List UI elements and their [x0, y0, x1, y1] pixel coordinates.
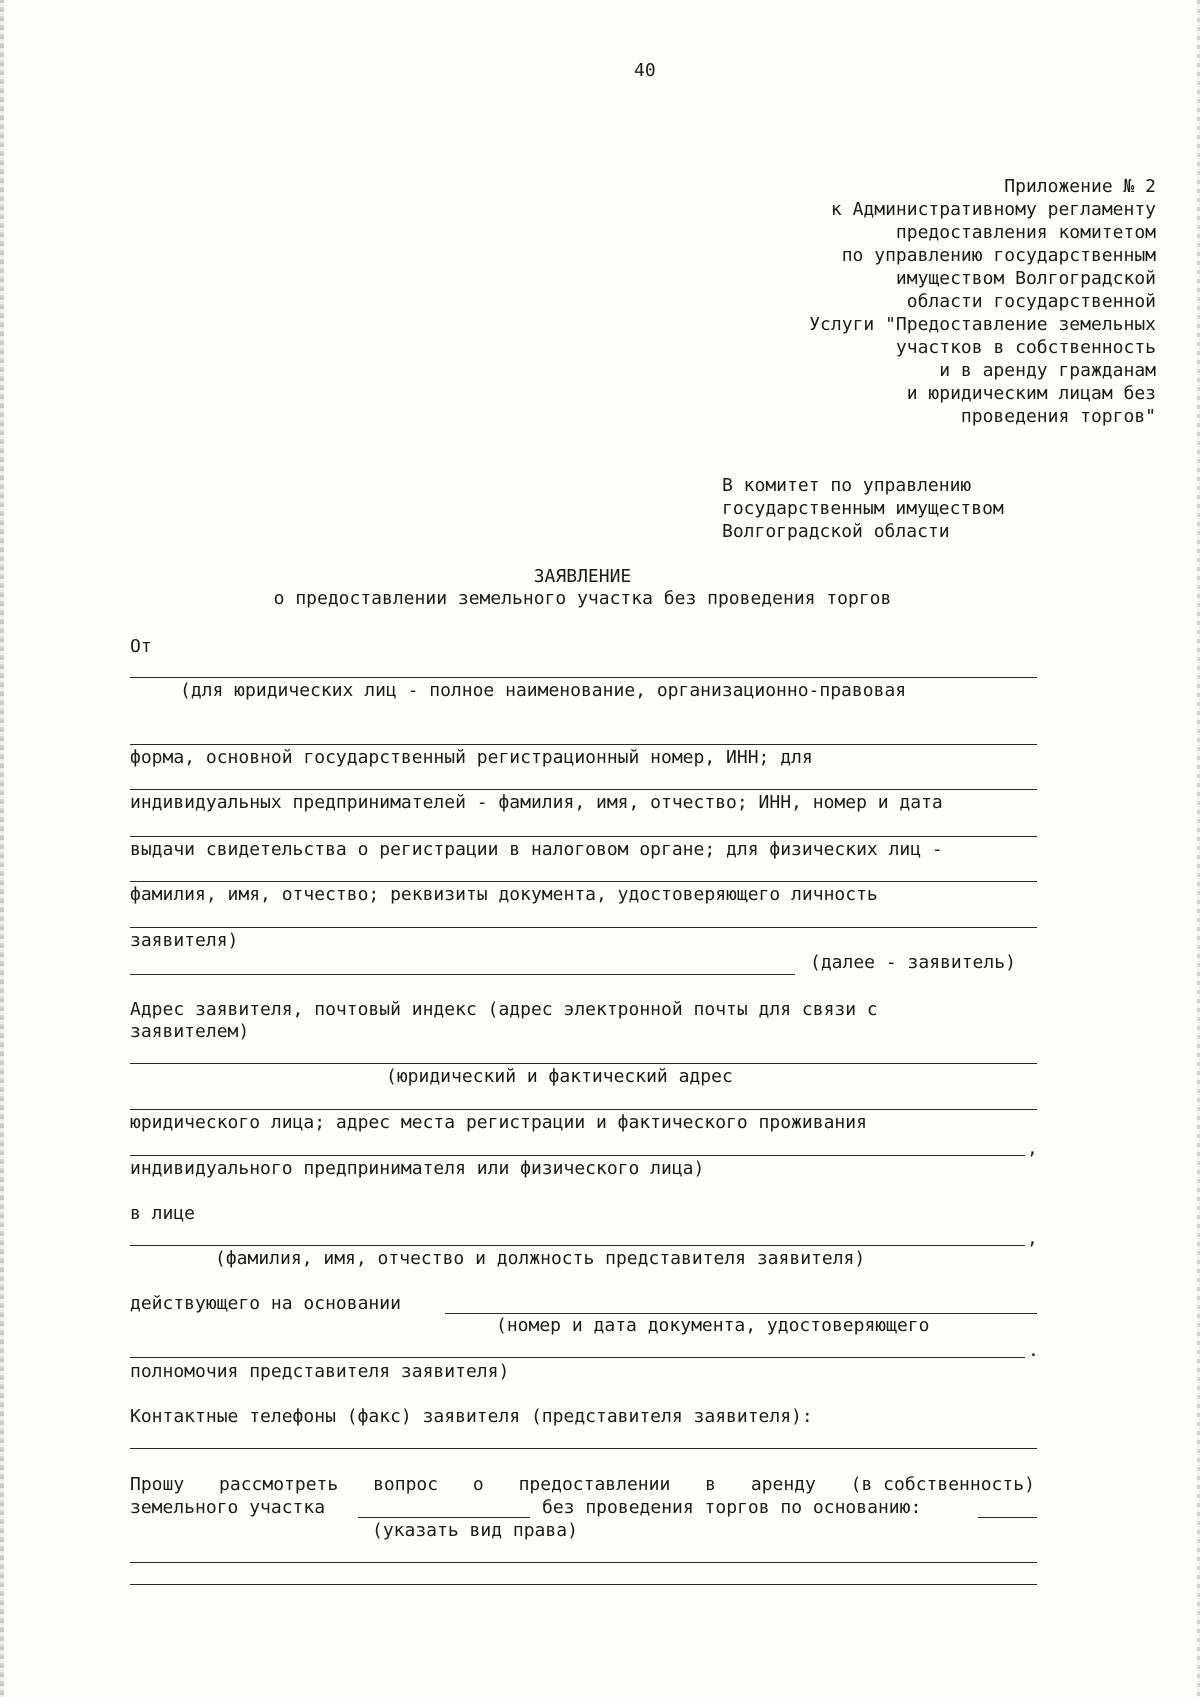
- request-word: рассмотреть: [219, 1474, 339, 1495]
- address-hint: (юридический и фактический адрес: [386, 1066, 733, 1087]
- representative-field-line[interactable]: [130, 1245, 1025, 1246]
- applicant-hint: фамилия, имя, отчество; реквизиты документа, удостоверяющего личность: [130, 884, 878, 905]
- appendix-line: имуществом Волгоградской: [895, 268, 1156, 289]
- address-field-line[interactable]: [130, 1063, 1037, 1064]
- phones-field-line[interactable]: [130, 1448, 1037, 1449]
- applicant-hint: выдачи свидетельства о регистрации в налоговом органе; для физических лиц -: [130, 839, 943, 860]
- request-line: [130, 1474, 1035, 1496]
- appendix-line: предоставления комитетом: [895, 222, 1156, 243]
- address-field-line[interactable]: [130, 1109, 1037, 1110]
- appendix-title: Приложение № 2: [1004, 176, 1156, 197]
- applicant-hint: заявителя): [130, 930, 239, 951]
- applicant-hint: (для юридических лиц - полное наименование, организационно-правовая: [180, 680, 907, 701]
- right-type-hint: (указать вид права): [372, 1520, 578, 1541]
- address-hint: индивидуального предпринимателя или физического лица): [130, 1158, 705, 1179]
- request-word: вопрос: [373, 1474, 439, 1495]
- appendix-line: по управлению государственным: [841, 245, 1156, 266]
- document-title: ЗАЯВЛЕНИЕ: [533, 566, 632, 587]
- appendix-line: проведения торгов": [960, 406, 1156, 427]
- basis-field-line[interactable]: [978, 1517, 1037, 1518]
- request-word: Прошу: [130, 1474, 185, 1495]
- comma: ,: [1027, 1138, 1038, 1159]
- request-land-label: земельного участка: [130, 1497, 326, 1518]
- from-label: От: [130, 636, 152, 657]
- address-label: Адрес заявителя, почтовый индекс (адрес электронной почты для связи с: [130, 999, 878, 1020]
- applicant-field-line[interactable]: [130, 881, 1037, 882]
- period: .: [1028, 1340, 1039, 1361]
- applicant-name-line[interactable]: [130, 677, 1037, 678]
- scan-edge-left: [0, 0, 4, 1697]
- comma: ,: [1027, 1228, 1038, 1249]
- request-word: предоставлении: [518, 1474, 671, 1495]
- request-basis-label: без проведения торгов по основанию:: [542, 1497, 922, 1518]
- document-subtitle: о предоставлении земельного участка без проведения торгов: [273, 588, 892, 609]
- applicant-hint: форма, основной государственный регистрационный номер, ИНН; для: [130, 747, 813, 768]
- address-label: заявителем): [130, 1021, 250, 1042]
- applicant-field-line[interactable]: [130, 744, 1037, 745]
- acting-basis-label: действующего на основании: [130, 1293, 401, 1314]
- appendix-line: к Административному регламенту: [830, 199, 1156, 220]
- applicant-hint: индивидуальных предпринимателей - фамилия, имя, отчество; ИНН, номер и дата: [130, 792, 943, 813]
- request-word: о: [472, 1474, 484, 1495]
- addressee-line: государственным имуществом: [722, 498, 1004, 519]
- request-field-line[interactable]: [130, 1584, 1037, 1585]
- applicant-field-line[interactable]: [130, 789, 1037, 790]
- appendix-line: Услуги "Предоставление земельных: [809, 314, 1156, 335]
- address-field-line[interactable]: [130, 1155, 1025, 1156]
- appendix-line: участков в собственность: [895, 337, 1156, 358]
- document-hint: полномочия представителя заявителя): [130, 1361, 510, 1382]
- phones-label: Контактные телефоны (факс) заявителя (представителя заявителя):: [130, 1406, 813, 1427]
- request-word: аренду: [750, 1474, 816, 1495]
- appendix-line: и юридическим лицам без: [906, 383, 1156, 404]
- page-number: 40: [634, 60, 656, 81]
- addressee-line: Волгоградской области: [722, 521, 950, 542]
- basis-document-line[interactable]: [130, 1357, 1025, 1358]
- request-field-line[interactable]: [130, 1562, 1037, 1563]
- basis-document-line[interactable]: [445, 1313, 1037, 1314]
- appendix-line: и в аренду гражданам: [939, 360, 1156, 381]
- document-hint: (номер и дата документа, удостоверяющего: [496, 1315, 930, 1336]
- addressee-line: В комитет по управлению: [722, 475, 972, 496]
- request-word: (в собственность): [850, 1474, 1035, 1495]
- applicant-field-line[interactable]: [130, 974, 795, 975]
- address-hint: юридического лица; адрес места регистрации и фактического проживания: [130, 1112, 867, 1133]
- request-word: в: [705, 1474, 716, 1495]
- appendix-line: области государственной: [906, 291, 1156, 312]
- applicant-field-line[interactable]: [130, 927, 1037, 928]
- represented-by-label: в лице: [130, 1203, 196, 1224]
- hereinafter-label: (далее - заявитель): [810, 952, 1016, 973]
- representative-hint: (фамилия, имя, отчество и должность представителя заявителя): [215, 1248, 866, 1269]
- applicant-field-line[interactable]: [130, 836, 1037, 837]
- right-type-line[interactable]: [358, 1517, 530, 1518]
